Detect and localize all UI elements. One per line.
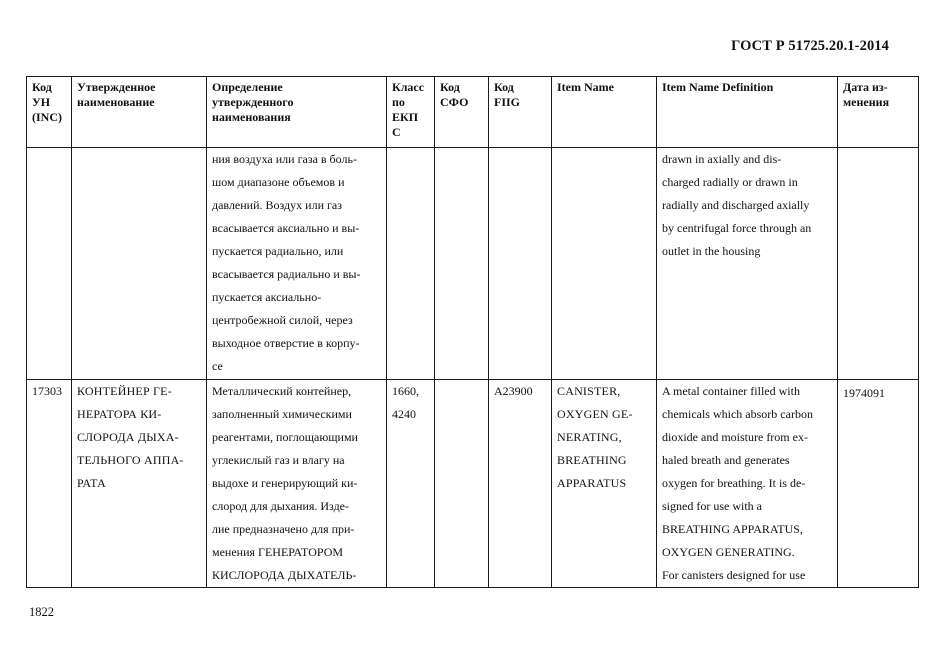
cell-item-name [552, 148, 657, 380]
text-line: выдохе и генерирующий ки- [212, 476, 358, 490]
column-header-fiig-code [489, 77, 552, 148]
text-line: NERATING, [557, 430, 622, 444]
text-line: OXYGEN GE- [557, 407, 633, 421]
text-line: ния воздуха или газа в боль- [212, 152, 357, 166]
column-header-ekps-class [387, 77, 435, 148]
column-header-sfo-code [435, 77, 489, 148]
text-line: заполненный химическими [212, 407, 352, 421]
text-line: OXYGEN GENERATING. [662, 545, 795, 559]
text-line: Дата из- [843, 80, 888, 94]
text-line: С [392, 125, 401, 139]
text-line: НЕРАТОРА КИ- [77, 407, 162, 421]
cell-inc [27, 148, 72, 380]
text-line: A metal container filled with [662, 384, 800, 398]
text-line: всасывается радиально и вы- [212, 267, 361, 281]
text-line: пускается радиально, или [212, 244, 344, 258]
text-line: signed for use with a [662, 499, 762, 513]
text-line: Утвержденное [77, 80, 156, 94]
cell-change-date [838, 148, 919, 380]
text-line: менения [843, 95, 890, 109]
text-line: chemicals which absorb carbon [662, 407, 813, 421]
text-line: КИСЛОРОДА ДЫХАТЕЛЬ- [212, 568, 357, 582]
table-header-row [27, 77, 919, 148]
text-line: выходное отверстие в корпу- [212, 336, 360, 350]
text-line: се [212, 359, 223, 373]
text-line: давлений. Воздух или газ [212, 198, 342, 212]
text-line: слород для дыхания. Изде- [212, 499, 350, 513]
text-line: FIIG [494, 95, 521, 109]
text-line: лие предназначено для при- [212, 522, 355, 536]
text-line: Item Name Definition [662, 80, 774, 94]
cell-fiig-code: A23900 [489, 380, 552, 588]
text-line: менения ГЕНЕРАТОРОМ [212, 545, 344, 559]
text-line: КОНТЕЙНЕР ГЕ- [77, 384, 172, 398]
text-line: углекислый газ и влагу на [212, 453, 345, 467]
text-line: пускается аксиально- [212, 290, 322, 304]
text-line: outlet in the housing [662, 244, 761, 258]
cell-approved-name [72, 380, 207, 588]
cell-ekps-class [387, 148, 435, 380]
page-number: 1822 [29, 605, 54, 619]
text-line: Код [32, 80, 52, 94]
text-line: For canisters designed for use [662, 568, 806, 582]
cell-definition-ru [207, 148, 387, 380]
cell-definition-ru [207, 380, 387, 588]
text-line: APPARATUS [557, 476, 627, 490]
column-header-inc [27, 77, 72, 148]
text-line: всасывается аксиально и вы- [212, 221, 360, 235]
text-line: Определение [212, 80, 283, 94]
text-line: (INC) [32, 110, 62, 124]
text-line: BREATHING [557, 453, 627, 467]
text-line: ТЕЛЬНОГО АППА- [77, 453, 184, 467]
text-line: Класс [392, 80, 425, 94]
text-line: BREATHING APPARATUS, [662, 522, 803, 536]
cell-sfo-code [435, 380, 489, 588]
nomenclature-table [26, 76, 919, 588]
text-line: наименование [77, 95, 155, 109]
text-line: реагентами, поглощающими [212, 430, 358, 444]
text-line: Металлический контейнер, [212, 384, 352, 398]
text-line: шом диапазоне объемов и [212, 175, 345, 189]
text-line: ЕКП [392, 110, 419, 124]
text-line: УН [32, 95, 51, 109]
text-line: charged radially or drawn in [662, 175, 798, 189]
text-line: СФО [440, 95, 469, 109]
table-row-continuation [27, 148, 919, 380]
column-header-item-name [552, 77, 657, 148]
cell-approved-name [72, 148, 207, 380]
text-line: 1660, [392, 384, 419, 398]
text-line: haled breath and generates [662, 453, 790, 467]
cell-sfo-code [435, 148, 489, 380]
cell-ekps-class [387, 380, 435, 588]
text-line: oxygen for breathing. It is de- [662, 476, 806, 490]
text-line: Код [494, 80, 514, 94]
text-line: by centrifugal force through an [662, 221, 812, 235]
text-line: наименования [212, 110, 291, 124]
text-line: СЛОРОДА ДЫХА- [77, 430, 179, 444]
cell-change-date: 1974091 [838, 380, 919, 588]
text-line: 4240 [392, 407, 416, 421]
text-line: drawn in axially and dis- [662, 152, 782, 166]
text-line: Код [440, 80, 460, 94]
cell-definition-en [657, 380, 838, 588]
text-line: CANISTER, [557, 384, 621, 398]
column-header-approved-name [72, 77, 207, 148]
cell-fiig-code [489, 148, 552, 380]
text-line: РАТА [77, 476, 106, 490]
cell-item-name [552, 380, 657, 588]
cell-definition-en [657, 148, 838, 380]
text-line: по [392, 95, 405, 109]
column-header-item-name-definition [657, 77, 838, 148]
text-line: dioxide and moisture from ex- [662, 430, 808, 444]
column-header-change-date [838, 77, 919, 148]
text-line: radially and discharged axially [662, 198, 810, 212]
text-line: Item Name [557, 80, 614, 94]
cell-inc: 17303 [27, 380, 72, 588]
text-line: утвержденного [212, 95, 294, 109]
table-row-17303 [27, 380, 919, 588]
text-line: центробежной силой, через [212, 313, 353, 327]
column-header-definition [207, 77, 387, 148]
document-standard-number: ГОСТ Р 51725.20.1-2014 [731, 38, 889, 54]
